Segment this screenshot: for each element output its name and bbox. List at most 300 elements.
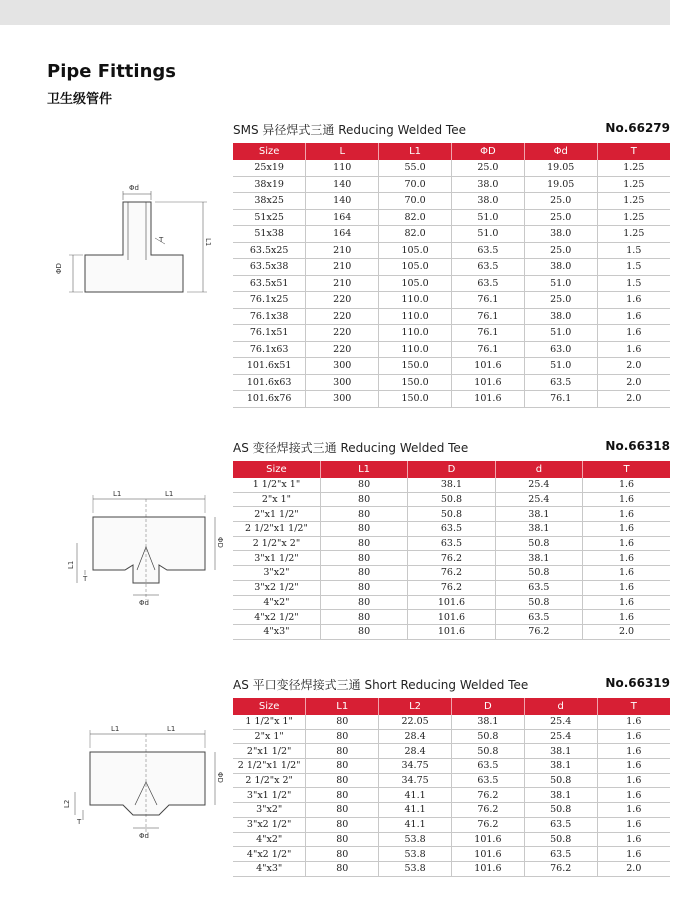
table-row xyxy=(233,492,670,507)
table-cell: 38.1 xyxy=(495,551,582,566)
diagram1-label-l1: L1 xyxy=(204,238,212,247)
table-cell: 1.6 xyxy=(583,492,670,507)
table-cell: 1.25 xyxy=(597,176,670,193)
table-cell: 28.4 xyxy=(379,744,452,759)
table-cell: 76.1 xyxy=(451,341,524,358)
as-tee-diagram xyxy=(55,485,225,614)
table-row xyxy=(233,325,670,342)
table-cell: 210 xyxy=(306,242,379,259)
table-cell: 101.6x63 xyxy=(233,374,306,391)
table-cell: 80 xyxy=(320,566,407,581)
table-cell: 110.0 xyxy=(379,341,452,358)
table-cell: 80 xyxy=(320,522,407,537)
table-cell: 82.0 xyxy=(379,226,452,243)
table-cell: 63.5x25 xyxy=(233,242,306,259)
table-cell: 63.5 xyxy=(408,522,495,537)
table-cell: 150.0 xyxy=(379,358,452,375)
table-cell: 76.1x63 xyxy=(233,341,306,358)
column-header: Size xyxy=(233,143,306,160)
table-cell: 80 xyxy=(306,729,379,744)
table-cell: 80 xyxy=(306,832,379,847)
table-cell: 63.5 xyxy=(451,759,524,774)
column-header: L2 xyxy=(379,698,452,715)
table-cell: 1.6 xyxy=(583,566,670,581)
table-cell: 2"x 1" xyxy=(233,492,320,507)
table-cell: 63.5 xyxy=(524,847,597,862)
table-cell: 76.2 xyxy=(408,566,495,581)
table-cell: 38.1 xyxy=(495,522,582,537)
table-cell: 80 xyxy=(320,551,407,566)
table-cell: 19.05 xyxy=(524,176,597,193)
table-cell: 4"x3" xyxy=(233,861,306,876)
table-cell: 2 1/2"x 2" xyxy=(233,773,306,788)
table-cell: 63.5x51 xyxy=(233,275,306,292)
table-row xyxy=(233,715,670,729)
table-row xyxy=(233,595,670,610)
table-cell: 3"x2 1/2" xyxy=(233,580,320,595)
table-cell: 51.0 xyxy=(451,209,524,226)
table-cell: 80 xyxy=(320,536,407,551)
table-row xyxy=(233,275,670,292)
table-cell: 63.5 xyxy=(408,536,495,551)
table-cell: 164 xyxy=(306,209,379,226)
table-cell: 38.1 xyxy=(408,478,495,492)
table-cell: 34.75 xyxy=(379,773,452,788)
column-header: T xyxy=(597,698,670,715)
table-cell: 101.6 xyxy=(451,374,524,391)
table-cell: 1.6 xyxy=(597,325,670,342)
table-cell: 1.6 xyxy=(597,744,670,759)
diagram2-label-l1-vertical: L1 xyxy=(67,560,75,569)
table-row xyxy=(233,536,670,551)
section-name: AS 变径焊接式三通 Reducing Welded Tee xyxy=(233,441,469,455)
as-short-tee-diagram xyxy=(55,720,225,849)
table-row xyxy=(233,176,670,193)
table-cell: 2.0 xyxy=(597,358,670,375)
section-header xyxy=(233,121,670,139)
table-cell: 2"x1 1/2" xyxy=(233,744,306,759)
table-cell: 3"x2" xyxy=(233,566,320,581)
column-header: L1 xyxy=(379,143,452,160)
column-header: Φd xyxy=(524,143,597,160)
table-cell: 1.25 xyxy=(597,226,670,243)
table-cell: 25.0 xyxy=(524,209,597,226)
column-header: d xyxy=(524,698,597,715)
table-cell: 38.0 xyxy=(524,308,597,325)
table-cell: 220 xyxy=(306,325,379,342)
table-row xyxy=(233,478,670,492)
table-cell: 1 1/2"x 1" xyxy=(233,715,306,729)
table-cell: 50.8 xyxy=(524,832,597,847)
diagram2-label-l1-left: L1 xyxy=(113,490,122,498)
table-row xyxy=(233,580,670,595)
table-cell: 1.6 xyxy=(597,773,670,788)
table-cell: 1.6 xyxy=(583,507,670,522)
section-name: SMS 异径焊式三通 Reducing Welded Tee xyxy=(233,123,466,137)
table-cell: 38.0 xyxy=(524,226,597,243)
table-cell: 2.0 xyxy=(597,374,670,391)
table-row xyxy=(233,729,670,744)
table-row xyxy=(233,209,670,226)
table-cell: 80 xyxy=(320,478,407,492)
table-cell: 4"x3" xyxy=(233,624,320,639)
table-cell: 1.25 xyxy=(597,193,670,210)
table-cell: 164 xyxy=(306,226,379,243)
column-header: d xyxy=(495,461,582,478)
table-cell: 38.1 xyxy=(451,715,524,729)
diagram2-label-phi-big-d: ΦD xyxy=(216,537,224,548)
table-cell: 25x19 xyxy=(233,160,306,176)
diagram3-label-l1-right: L1 xyxy=(167,725,176,733)
table-cell: 51.0 xyxy=(524,275,597,292)
table-cell: 1 1/2"x 1" xyxy=(233,478,320,492)
table-row xyxy=(233,522,670,537)
table-cell: 63.5 xyxy=(451,259,524,276)
table-cell: 3"x1 1/2" xyxy=(233,551,320,566)
table-cell: 25.4 xyxy=(524,729,597,744)
table-cell: 38.0 xyxy=(451,193,524,210)
table-cell: 25.4 xyxy=(495,492,582,507)
table-cell: 1.25 xyxy=(597,209,670,226)
sms-tee-diagram xyxy=(55,180,225,304)
table-cell: 300 xyxy=(306,374,379,391)
table-cell: 25.0 xyxy=(524,193,597,210)
table-cell: 140 xyxy=(306,193,379,210)
table-cell: 2 1/2"x1 1/2" xyxy=(233,522,320,537)
table-cell: 80 xyxy=(320,507,407,522)
table-row xyxy=(233,566,670,581)
table-cell: 80 xyxy=(320,580,407,595)
table-cell: 80 xyxy=(320,595,407,610)
diagram2-label-phi-d: Φd xyxy=(139,599,149,607)
table-row xyxy=(233,817,670,832)
table-cell: 110.0 xyxy=(379,325,452,342)
table-cell: 101.6 xyxy=(451,358,524,375)
column-header: L1 xyxy=(306,698,379,715)
diagram3-label-l2: L2 xyxy=(63,799,71,808)
table-cell: 41.1 xyxy=(379,803,452,818)
table-cell: 80 xyxy=(306,788,379,803)
table-cell: 1.6 xyxy=(597,847,670,862)
table-cell: 2"x1 1/2" xyxy=(233,507,320,522)
product-number: No.66279 xyxy=(605,121,670,135)
table-cell: 210 xyxy=(306,275,379,292)
table-cell: 63.5 xyxy=(495,610,582,625)
table-row xyxy=(233,226,670,243)
table-cell: 25.4 xyxy=(495,478,582,492)
table-cell: 70.0 xyxy=(379,176,452,193)
table-cell: 1.6 xyxy=(597,832,670,847)
table-cell: 1.6 xyxy=(597,292,670,309)
table-cell: 50.8 xyxy=(408,492,495,507)
column-header: Size xyxy=(233,698,306,715)
table-cell: 50.8 xyxy=(495,566,582,581)
table-cell: 38.1 xyxy=(495,507,582,522)
table-cell: 38.0 xyxy=(524,259,597,276)
table-cell: 110.0 xyxy=(379,292,452,309)
table-row xyxy=(233,308,670,325)
table-cell: 53.8 xyxy=(379,847,452,862)
section-header xyxy=(233,676,670,694)
table-cell: 25.0 xyxy=(524,242,597,259)
table-cell: 55.0 xyxy=(379,160,452,176)
table-cell: 50.8 xyxy=(524,803,597,818)
table-row xyxy=(233,242,670,259)
table-cell: 3"x2" xyxy=(233,803,306,818)
table-cell: 1.6 xyxy=(597,788,670,803)
table-cell: 80 xyxy=(306,861,379,876)
table-cell: 1.6 xyxy=(597,308,670,325)
column-header: T xyxy=(583,461,670,478)
table-cell: 3"x2 1/2" xyxy=(233,817,306,832)
table-cell: 50.8 xyxy=(524,773,597,788)
column-header: D xyxy=(408,461,495,478)
table-row xyxy=(233,160,670,176)
table-cell: 105.0 xyxy=(379,259,452,276)
table-cell: 80 xyxy=(320,610,407,625)
table-cell: 2.0 xyxy=(597,861,670,876)
table-cell: 101.6 xyxy=(451,847,524,862)
column-header: L xyxy=(306,143,379,160)
table-cell: 41.1 xyxy=(379,817,452,832)
table-cell: 76.1 xyxy=(451,325,524,342)
table-row xyxy=(233,292,670,309)
table-cell: 51x38 xyxy=(233,226,306,243)
table-cell: 51x25 xyxy=(233,209,306,226)
table-cell: 76.2 xyxy=(495,624,582,639)
table-cell: 80 xyxy=(320,624,407,639)
page-title: Pipe Fittings xyxy=(47,61,176,82)
table-row xyxy=(233,861,670,876)
table-cell: 50.8 xyxy=(495,595,582,610)
table-cell: 51.0 xyxy=(524,358,597,375)
table-cell: 1.25 xyxy=(597,160,670,176)
table-cell: 1.6 xyxy=(583,610,670,625)
table-cell: 80 xyxy=(306,773,379,788)
table-cell: 50.8 xyxy=(451,729,524,744)
table-cell: 70.0 xyxy=(379,193,452,210)
table-cell: 76.2 xyxy=(451,817,524,832)
spec-table xyxy=(233,143,670,408)
diagram2-label-t: T xyxy=(83,575,88,583)
table-cell: 63.5 xyxy=(451,242,524,259)
table-row xyxy=(233,374,670,391)
table-cell: 1.6 xyxy=(597,759,670,774)
as-reducing-tee-section xyxy=(233,439,670,640)
table-cell: 4"x2 1/2" xyxy=(233,610,320,625)
column-header: T xyxy=(597,143,670,160)
table-row xyxy=(233,773,670,788)
product-number: No.66318 xyxy=(605,439,670,453)
table-cell: 110 xyxy=(306,160,379,176)
table-cell: 76.1 xyxy=(451,292,524,309)
table-cell: 63.5 xyxy=(451,275,524,292)
table-row xyxy=(233,610,670,625)
table-cell: 53.8 xyxy=(379,832,452,847)
table-cell: 63.5 xyxy=(524,374,597,391)
table-cell: 76.2 xyxy=(451,803,524,818)
table-cell: 2.0 xyxy=(583,624,670,639)
table-cell: 1.5 xyxy=(597,259,670,276)
table-cell: 76.1 xyxy=(524,391,597,408)
table-row xyxy=(233,358,670,375)
table-cell: 1.6 xyxy=(583,595,670,610)
table-cell: 101.6 xyxy=(408,595,495,610)
table-cell: 38.0 xyxy=(451,176,524,193)
table-cell: 63.5 xyxy=(495,580,582,595)
top-banner xyxy=(0,0,670,25)
table-cell: 4"x2 1/2" xyxy=(233,847,306,862)
diagram1-label-phi-d: Φd xyxy=(129,184,139,192)
table-row xyxy=(233,803,670,818)
table-row xyxy=(233,507,670,522)
column-header: D xyxy=(451,698,524,715)
table-cell: 80 xyxy=(306,817,379,832)
table-row xyxy=(233,832,670,847)
table-cell: 105.0 xyxy=(379,242,452,259)
table-cell: 101.6 xyxy=(451,391,524,408)
table-cell: 1.6 xyxy=(583,478,670,492)
diagram3-label-phi-d: Φd xyxy=(139,832,149,840)
table-cell: 25.0 xyxy=(451,160,524,176)
table-cell: 80 xyxy=(306,759,379,774)
table-cell: 28.4 xyxy=(379,729,452,744)
table-cell: 101.6 xyxy=(408,624,495,639)
table-cell: 220 xyxy=(306,308,379,325)
table-cell: 1.6 xyxy=(597,715,670,729)
table-cell: 1.6 xyxy=(583,522,670,537)
table-cell: 4"x2" xyxy=(233,595,320,610)
table-cell: 25.4 xyxy=(524,715,597,729)
table-row xyxy=(233,391,670,408)
table-cell: 22.05 xyxy=(379,715,452,729)
table-cell: 50.8 xyxy=(451,744,524,759)
diagram3-label-l1-left: L1 xyxy=(111,725,120,733)
table-cell: 82.0 xyxy=(379,209,452,226)
column-header: L1 xyxy=(320,461,407,478)
table-cell: 38.1 xyxy=(524,759,597,774)
table-row xyxy=(233,759,670,774)
spec-table xyxy=(233,698,670,877)
table-cell: 3"x1 1/2" xyxy=(233,788,306,803)
table-cell: 19.05 xyxy=(524,160,597,176)
table-cell: 51.0 xyxy=(524,325,597,342)
table-cell: 63.5x38 xyxy=(233,259,306,276)
product-number: No.66319 xyxy=(605,676,670,690)
table-cell: 150.0 xyxy=(379,391,452,408)
table-cell: 4"x2" xyxy=(233,832,306,847)
table-cell: 76.1x51 xyxy=(233,325,306,342)
table-cell: 1.6 xyxy=(597,341,670,358)
table-cell: 76.1x25 xyxy=(233,292,306,309)
table-cell: 101.6 xyxy=(408,610,495,625)
table-cell: 2 1/2"x1 1/2" xyxy=(233,759,306,774)
table-cell: 1.6 xyxy=(597,729,670,744)
table-cell: 34.75 xyxy=(379,759,452,774)
table-cell: 1.6 xyxy=(583,580,670,595)
table-cell: 101.6 xyxy=(451,861,524,876)
table-cell: 76.2 xyxy=(524,861,597,876)
table-cell: 63.5 xyxy=(524,817,597,832)
diagram2-label-l1-right: L1 xyxy=(165,490,174,498)
column-header: ΦD xyxy=(451,143,524,160)
section-header xyxy=(233,439,670,457)
table-cell: 76.2 xyxy=(451,788,524,803)
table-cell: 300 xyxy=(306,358,379,375)
table-cell: 220 xyxy=(306,292,379,309)
table-cell: 1.6 xyxy=(583,551,670,566)
spec-table xyxy=(233,461,670,640)
table-row xyxy=(233,847,670,862)
diagram3-label-t: T xyxy=(77,818,82,826)
table-cell: 41.1 xyxy=(379,788,452,803)
table-cell: 80 xyxy=(306,803,379,818)
section-name: AS 平口变径焊接式三通 Short Reducing Welded Tee xyxy=(233,678,529,692)
table-cell: 38x25 xyxy=(233,193,306,210)
sms-reducing-tee-section xyxy=(233,121,670,408)
diagram3-label-phi-big-d: ΦD xyxy=(216,772,224,783)
table-row xyxy=(233,259,670,276)
page-subtitle: 卫生级管件 xyxy=(47,92,113,107)
table-row xyxy=(233,193,670,210)
table-cell: 38.1 xyxy=(524,788,597,803)
table-cell: 53.8 xyxy=(379,861,452,876)
table-cell: 76.2 xyxy=(408,551,495,566)
table-cell: 1.6 xyxy=(583,536,670,551)
column-header: Size xyxy=(233,461,320,478)
table-cell: 220 xyxy=(306,341,379,358)
table-cell: 63.5 xyxy=(451,773,524,788)
table-cell: 76.1x38 xyxy=(233,308,306,325)
as-short-reducing-tee-section xyxy=(233,676,670,877)
table-cell: 76.2 xyxy=(408,580,495,595)
table-cell: 300 xyxy=(306,391,379,408)
diagram1-label-phi-big-d: ΦD xyxy=(55,263,63,274)
table-cell: 38x19 xyxy=(233,176,306,193)
table-cell: 51.0 xyxy=(451,226,524,243)
table-cell: 1.6 xyxy=(597,803,670,818)
table-cell: 76.1 xyxy=(451,308,524,325)
table-cell: 101.6 xyxy=(451,832,524,847)
table-cell: 50.8 xyxy=(495,536,582,551)
table-cell: 80 xyxy=(306,715,379,729)
table-cell: 105.0 xyxy=(379,275,452,292)
table-cell: 101.6x51 xyxy=(233,358,306,375)
table-cell: 38.1 xyxy=(524,744,597,759)
table-row xyxy=(233,744,670,759)
table-cell: 210 xyxy=(306,259,379,276)
table-cell: 50.8 xyxy=(408,507,495,522)
diagram1-label-t: T xyxy=(159,236,164,244)
table-cell: 1.5 xyxy=(597,275,670,292)
table-row xyxy=(233,551,670,566)
table-cell: 110.0 xyxy=(379,308,452,325)
table-cell: 2"x 1" xyxy=(233,729,306,744)
table-cell: 101.6x76 xyxy=(233,391,306,408)
table-cell: 150.0 xyxy=(379,374,452,391)
table-cell: 63.0 xyxy=(524,341,597,358)
table-row xyxy=(233,788,670,803)
table-cell: 140 xyxy=(306,176,379,193)
table-cell: 80 xyxy=(306,847,379,862)
table-cell: 1.6 xyxy=(597,817,670,832)
table-cell: 1.5 xyxy=(597,242,670,259)
table-cell: 80 xyxy=(306,744,379,759)
table-cell: 80 xyxy=(320,492,407,507)
table-cell: 2 1/2"x 2" xyxy=(233,536,320,551)
table-cell: 2.0 xyxy=(597,391,670,408)
table-row xyxy=(233,624,670,639)
